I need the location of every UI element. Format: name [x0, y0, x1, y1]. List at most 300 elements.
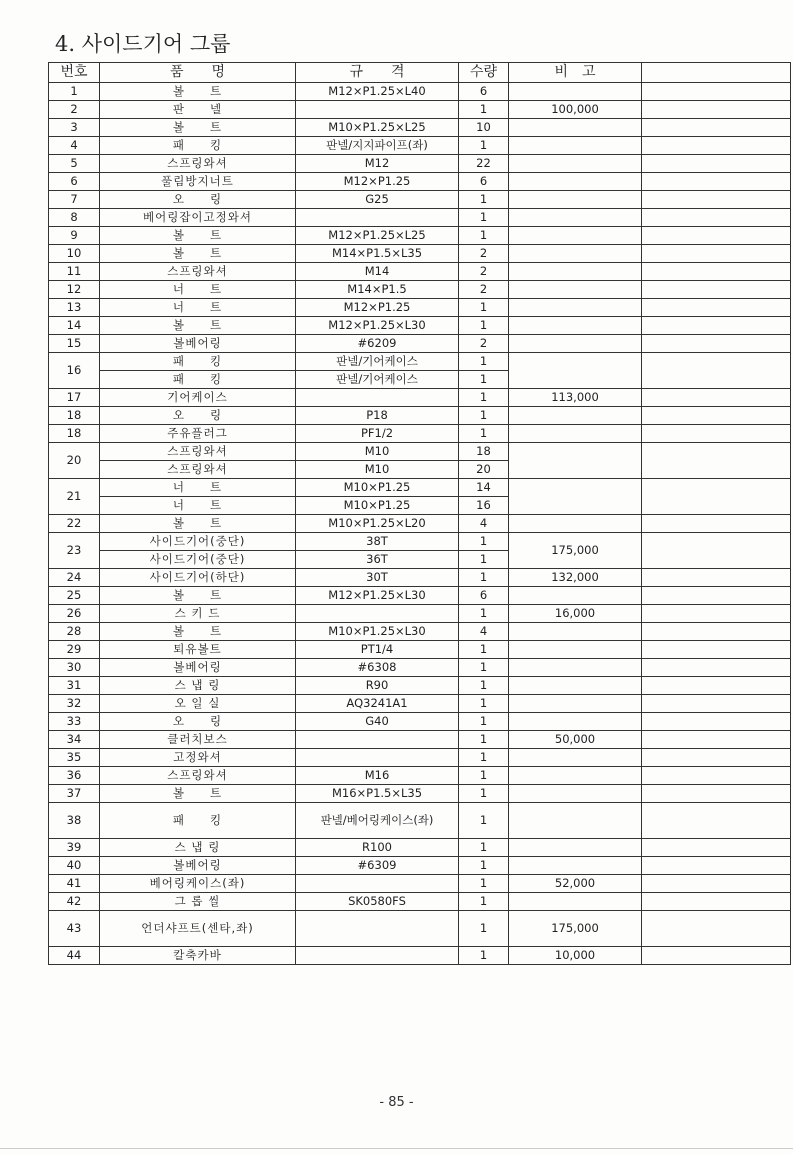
row-number: 36 — [49, 767, 100, 785]
part-qty: 6 — [459, 173, 509, 191]
part-note — [509, 695, 642, 713]
parts-table-body — [49, 83, 791, 965]
part-spec: M10×P1.25 — [296, 497, 459, 515]
part-name: 패 킹 — [100, 353, 296, 371]
part-note — [509, 659, 642, 677]
row-number: 34 — [49, 731, 100, 749]
part-qty: 1 — [459, 425, 509, 443]
part-spec: M12×P1.25×L30 — [296, 587, 459, 605]
part-qty: 1 — [459, 317, 509, 335]
table-row — [49, 83, 791, 101]
part-note — [509, 857, 642, 875]
part-note — [509, 641, 642, 659]
extra-cell — [642, 569, 791, 587]
part-name: 볼 트 — [100, 227, 296, 245]
part-spec: G25 — [296, 191, 459, 209]
row-number: 28 — [49, 623, 100, 641]
part-qty: 1 — [459, 551, 509, 569]
table-row — [49, 659, 791, 677]
part-qty: 1 — [459, 569, 509, 587]
table-row — [49, 713, 791, 731]
part-qty: 1 — [459, 947, 509, 965]
table-row — [49, 155, 791, 173]
part-spec: SK0580FS — [296, 893, 459, 911]
part-name: 베어링케이스(좌) — [100, 875, 296, 893]
extra-cell — [642, 767, 791, 785]
extra-cell — [642, 893, 791, 911]
part-qty: 14 — [459, 479, 509, 497]
part-qty: 6 — [459, 83, 509, 101]
part-qty: 1 — [459, 659, 509, 677]
part-spec: R100 — [296, 839, 459, 857]
part-note: 10,000 — [509, 947, 642, 965]
part-name: 너 트 — [100, 497, 296, 515]
extra-cell — [642, 839, 791, 857]
table-row — [49, 515, 791, 533]
part-name: 볼베어링 — [100, 659, 296, 677]
part-name: 볼 트 — [100, 245, 296, 263]
extra-cell — [642, 641, 791, 659]
row-number: 30 — [49, 659, 100, 677]
row-number: 13 — [49, 299, 100, 317]
part-spec: 판넬/기어케이스 — [296, 371, 459, 389]
part-note — [509, 299, 642, 317]
table-row — [49, 101, 791, 119]
part-spec: 판넬/지지파이프(좌) — [296, 137, 459, 155]
part-qty: 6 — [459, 587, 509, 605]
part-name: 스프링와셔 — [100, 461, 296, 479]
part-name: 스프링와셔 — [100, 263, 296, 281]
part-note — [509, 245, 642, 263]
part-qty: 1 — [459, 533, 509, 551]
part-name: 볼베어링 — [100, 335, 296, 353]
extra-cell — [642, 713, 791, 731]
part-note — [509, 209, 642, 227]
table-row — [49, 245, 791, 263]
table-row — [49, 587, 791, 605]
part-spec — [296, 389, 459, 407]
row-number: 33 — [49, 713, 100, 731]
part-name: 너 트 — [100, 281, 296, 299]
part-name: 사이드기어(하단) — [100, 569, 296, 587]
part-name: 사이드기어(중단) — [100, 533, 296, 551]
extra-cell — [642, 353, 791, 389]
part-name: 오 일 실 — [100, 695, 296, 713]
row-number: 12 — [49, 281, 100, 299]
part-name: 판 넬 — [100, 101, 296, 119]
part-name: 스 키 드 — [100, 605, 296, 623]
extra-cell — [642, 443, 791, 479]
part-spec: #6309 — [296, 857, 459, 875]
part-note — [509, 191, 642, 209]
part-qty: 1 — [459, 389, 509, 407]
part-name: 클러치보스 — [100, 731, 296, 749]
part-spec: AQ3241A1 — [296, 695, 459, 713]
part-name: 그 롭 씰 — [100, 893, 296, 911]
part-name: 스프링와셔 — [100, 767, 296, 785]
row-number: 22 — [49, 515, 100, 533]
part-qty: 20 — [459, 461, 509, 479]
part-name: 베어링잡이고정와셔 — [100, 209, 296, 227]
part-note — [509, 749, 642, 767]
part-name: 볼 트 — [100, 623, 296, 641]
part-spec: M12×P1.25 — [296, 173, 459, 191]
row-number: 40 — [49, 857, 100, 875]
part-spec: R90 — [296, 677, 459, 695]
extra-cell — [642, 155, 791, 173]
part-note — [509, 839, 642, 857]
part-qty: 2 — [459, 335, 509, 353]
part-spec: M12×P1.25×L25 — [296, 227, 459, 245]
part-qty: 1 — [459, 749, 509, 767]
part-note: 16,000 — [509, 605, 642, 623]
part-spec: M10×P1.25 — [296, 479, 459, 497]
part-spec: G40 — [296, 713, 459, 731]
table-row — [49, 731, 791, 749]
part-spec: M12×P1.25×L30 — [296, 317, 459, 335]
part-qty: 4 — [459, 623, 509, 641]
part-name: 언더샤프트(센타,좌) — [100, 911, 296, 947]
part-note — [509, 803, 642, 839]
table-row — [49, 281, 791, 299]
extra-cell — [642, 191, 791, 209]
part-qty: 4 — [459, 515, 509, 533]
row-number: 23 — [49, 533, 100, 569]
extra-cell — [642, 677, 791, 695]
part-qty: 1 — [459, 731, 509, 749]
row-number: 9 — [49, 227, 100, 245]
extra-cell — [642, 209, 791, 227]
table-row — [49, 695, 791, 713]
table-row — [49, 767, 791, 785]
part-note — [509, 425, 642, 443]
part-qty: 16 — [459, 497, 509, 515]
part-name: 오 링 — [100, 713, 296, 731]
row-number: 38 — [49, 803, 100, 839]
table-row — [49, 425, 791, 443]
row-number: 41 — [49, 875, 100, 893]
part-spec: 36T — [296, 551, 459, 569]
part-note: 175,000 — [509, 911, 642, 947]
part-spec: P18 — [296, 407, 459, 425]
table-row — [49, 911, 791, 947]
part-note: 52,000 — [509, 875, 642, 893]
extra-cell — [642, 515, 791, 533]
header-qty: 수량 — [459, 63, 509, 83]
row-number: 25 — [49, 587, 100, 605]
part-qty: 2 — [459, 245, 509, 263]
table-row — [49, 839, 791, 857]
part-name: 오 링 — [100, 407, 296, 425]
part-name: 스프링와셔 — [100, 443, 296, 461]
part-spec: #6209 — [296, 335, 459, 353]
extra-cell — [642, 911, 791, 947]
part-spec: M14 — [296, 263, 459, 281]
part-spec: M10×P1.25×L30 — [296, 623, 459, 641]
row-number: 29 — [49, 641, 100, 659]
part-qty: 1 — [459, 227, 509, 245]
part-note: 50,000 — [509, 731, 642, 749]
row-number: 15 — [49, 335, 100, 353]
row-number: 18 — [49, 425, 100, 443]
part-name: 기어케이스 — [100, 389, 296, 407]
row-number: 4 — [49, 137, 100, 155]
part-note — [509, 785, 642, 803]
part-note — [509, 713, 642, 731]
page-title: 4. 사이드기어 그룹 — [55, 32, 231, 56]
part-note — [509, 623, 642, 641]
part-note — [509, 893, 642, 911]
part-spec — [296, 875, 459, 893]
part-spec: 판넬/기어케이스 — [296, 353, 459, 371]
table-row — [49, 749, 791, 767]
part-name: 볼 트 — [100, 587, 296, 605]
part-note — [509, 317, 642, 335]
part-name: 볼베어링 — [100, 857, 296, 875]
part-note: 113,000 — [509, 389, 642, 407]
extra-cell — [642, 533, 791, 569]
header-spec: 규 격 — [296, 63, 459, 83]
part-note — [509, 119, 642, 137]
part-spec: M10×P1.25×L25 — [296, 119, 459, 137]
part-spec — [296, 605, 459, 623]
table-row — [49, 335, 791, 353]
part-spec: M10 — [296, 443, 459, 461]
part-name: 퇴유볼트 — [100, 641, 296, 659]
part-note — [509, 155, 642, 173]
part-qty: 1 — [459, 893, 509, 911]
part-qty: 1 — [459, 101, 509, 119]
part-spec: M12×P1.25 — [296, 299, 459, 317]
part-note — [509, 173, 642, 191]
extra-cell — [642, 281, 791, 299]
part-spec: M12×P1.25×L40 — [296, 83, 459, 101]
table-row — [49, 623, 791, 641]
table-row — [49, 785, 791, 803]
part-name: 패 킹 — [100, 803, 296, 839]
row-number: 35 — [49, 749, 100, 767]
row-number: 14 — [49, 317, 100, 335]
extra-cell — [642, 83, 791, 101]
part-qty: 1 — [459, 641, 509, 659]
extra-cell — [642, 299, 791, 317]
row-number: 2 — [49, 101, 100, 119]
part-note — [509, 479, 642, 515]
row-number: 5 — [49, 155, 100, 173]
extra-cell — [642, 659, 791, 677]
row-number: 17 — [49, 389, 100, 407]
part-spec — [296, 947, 459, 965]
part-note — [509, 83, 642, 101]
table-row — [49, 641, 791, 659]
parts-table — [48, 62, 791, 965]
table-row — [49, 677, 791, 695]
part-note — [509, 407, 642, 425]
part-name: 사이드기어(중단) — [100, 551, 296, 569]
part-qty: 1 — [459, 677, 509, 695]
part-spec: PF1/2 — [296, 425, 459, 443]
table-row — [49, 443, 791, 461]
row-number: 10 — [49, 245, 100, 263]
table-row — [49, 389, 791, 407]
table-row — [49, 227, 791, 245]
part-note — [509, 137, 642, 155]
part-qty: 1 — [459, 371, 509, 389]
part-spec: M10 — [296, 461, 459, 479]
extra-cell — [642, 947, 791, 965]
extra-cell — [642, 587, 791, 605]
extra-cell — [642, 101, 791, 119]
row-number: 37 — [49, 785, 100, 803]
part-name: 주유플러그 — [100, 425, 296, 443]
extra-cell — [642, 857, 791, 875]
table-row — [49, 857, 791, 875]
part-qty: 1 — [459, 839, 509, 857]
row-number: 43 — [49, 911, 100, 947]
part-note — [509, 443, 642, 479]
extra-cell — [642, 875, 791, 893]
part-note — [509, 281, 642, 299]
part-note — [509, 587, 642, 605]
part-spec: M14×P1.5×L35 — [296, 245, 459, 263]
row-number: 16 — [49, 353, 100, 389]
extra-cell — [642, 335, 791, 353]
extra-cell — [642, 245, 791, 263]
row-number: 31 — [49, 677, 100, 695]
part-qty: 1 — [459, 209, 509, 227]
part-spec: 30T — [296, 569, 459, 587]
part-note — [509, 263, 642, 281]
part-spec: #6308 — [296, 659, 459, 677]
part-note: 132,000 — [509, 569, 642, 587]
part-qty: 1 — [459, 875, 509, 893]
part-name: 칼축카바 — [100, 947, 296, 965]
part-name: 스프링와셔 — [100, 155, 296, 173]
row-number: 18 — [49, 407, 100, 425]
part-spec — [296, 209, 459, 227]
scan-edge-line — [0, 1148, 793, 1149]
row-number: 11 — [49, 263, 100, 281]
table-row — [49, 875, 791, 893]
extra-cell — [642, 695, 791, 713]
extra-cell — [642, 227, 791, 245]
table-row — [49, 407, 791, 425]
part-note — [509, 677, 642, 695]
part-name: 볼 트 — [100, 83, 296, 101]
part-note — [509, 227, 642, 245]
part-spec: M12 — [296, 155, 459, 173]
extra-cell — [642, 605, 791, 623]
part-qty: 1 — [459, 353, 509, 371]
part-name: 오 링 — [100, 191, 296, 209]
table-row — [49, 191, 791, 209]
part-qty: 1 — [459, 137, 509, 155]
row-number: 24 — [49, 569, 100, 587]
part-qty: 1 — [459, 803, 509, 839]
row-number: 32 — [49, 695, 100, 713]
part-spec: 판넬/베어링케이스(좌) — [296, 803, 459, 839]
part-name: 고정와셔 — [100, 749, 296, 767]
extra-cell — [642, 623, 791, 641]
part-name: 패 킹 — [100, 371, 296, 389]
table-row — [49, 209, 791, 227]
table-row — [49, 803, 791, 839]
header-extra — [642, 63, 791, 83]
part-note — [509, 767, 642, 785]
row-number: 6 — [49, 173, 100, 191]
part-note — [509, 335, 642, 353]
part-spec: M16×P1.5×L35 — [296, 785, 459, 803]
row-number: 21 — [49, 479, 100, 515]
part-spec: PT1/4 — [296, 641, 459, 659]
table-row — [49, 353, 791, 371]
part-qty: 1 — [459, 785, 509, 803]
row-number: 8 — [49, 209, 100, 227]
part-name: 볼 트 — [100, 515, 296, 533]
part-name: 풀림방지너트 — [100, 173, 296, 191]
extra-cell — [642, 425, 791, 443]
part-spec — [296, 749, 459, 767]
extra-cell — [642, 137, 791, 155]
part-spec — [296, 911, 459, 947]
table-row — [49, 137, 791, 155]
row-number: 42 — [49, 893, 100, 911]
table-row — [49, 317, 791, 335]
extra-cell — [642, 173, 791, 191]
table-row — [49, 605, 791, 623]
part-qty: 18 — [459, 443, 509, 461]
table-row — [49, 947, 791, 965]
table-row — [49, 263, 791, 281]
table-header-row — [49, 63, 791, 83]
row-number: 44 — [49, 947, 100, 965]
part-note: 100,000 — [509, 101, 642, 119]
row-number: 7 — [49, 191, 100, 209]
part-name: 볼 트 — [100, 119, 296, 137]
part-spec: 38T — [296, 533, 459, 551]
part-spec: M16 — [296, 767, 459, 785]
extra-cell — [642, 731, 791, 749]
table-row — [49, 893, 791, 911]
part-name: 볼 트 — [100, 785, 296, 803]
part-spec — [296, 101, 459, 119]
part-qty: 1 — [459, 713, 509, 731]
header-name: 품 명 — [100, 63, 296, 83]
part-note — [509, 353, 642, 389]
part-name: 스 냅 링 — [100, 677, 296, 695]
part-spec: M10×P1.25×L20 — [296, 515, 459, 533]
part-name: 패 킹 — [100, 137, 296, 155]
part-qty: 2 — [459, 263, 509, 281]
part-qty: 1 — [459, 857, 509, 875]
table-row — [49, 173, 791, 191]
table-row — [49, 119, 791, 137]
header-note: 비 고 — [509, 63, 642, 83]
part-note — [509, 515, 642, 533]
row-number: 1 — [49, 83, 100, 101]
part-name: 너 트 — [100, 299, 296, 317]
row-number: 39 — [49, 839, 100, 857]
extra-cell — [642, 407, 791, 425]
header-no: 번호 — [49, 63, 100, 83]
row-number: 20 — [49, 443, 100, 479]
table-row — [49, 479, 791, 497]
part-qty: 1 — [459, 191, 509, 209]
part-qty: 10 — [459, 119, 509, 137]
extra-cell — [642, 749, 791, 767]
table-row — [49, 569, 791, 587]
part-qty: 2 — [459, 281, 509, 299]
